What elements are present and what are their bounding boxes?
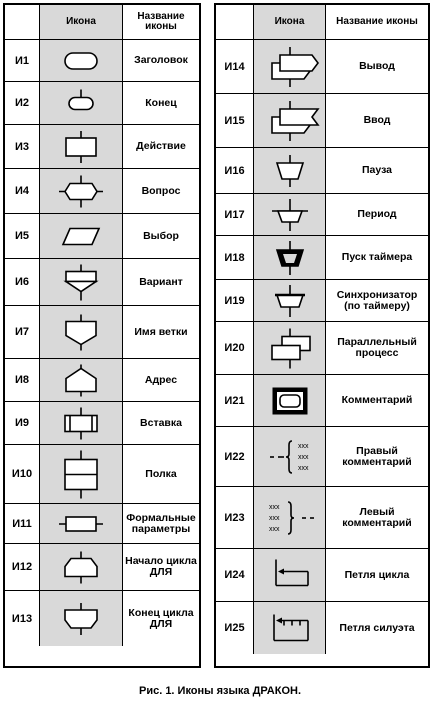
table-row [216,321,428,374]
icon-id: И8 [14,374,30,386]
comment-icon [260,377,320,425]
icon-cell [253,375,326,426]
table-row [5,258,199,305]
icon-cell [39,306,123,358]
right-icon-table [214,3,430,668]
header-name-cell [123,5,199,39]
icon-cell [253,322,326,374]
icon-cell [253,194,326,235]
silhouette-loop-icon [260,604,320,653]
timer-start-icon [260,238,320,278]
icon-cell [253,549,326,601]
icon-name: Ввод [363,114,391,126]
icon-name: Имя ветки [134,325,188,338]
header-icon-cell [39,5,123,39]
icon-name: Полка [145,467,177,480]
table-row [5,213,199,258]
address-icon [51,361,111,400]
icon-id: И18 [224,251,245,264]
table-row [216,193,428,235]
pause-icon [260,150,320,192]
icon-cell [39,125,123,168]
header-id-cell [5,5,39,39]
icon-cell [253,94,326,147]
header-name-label: Название иконы [137,11,185,32]
icon-cell [253,280,326,321]
table-header [216,5,428,39]
header-icon-label: Икона [66,16,96,27]
table-row [216,426,428,486]
table-row [5,81,199,124]
table-row [216,235,428,279]
table-row [5,305,199,358]
left-icon-table [3,3,201,668]
table-row [5,543,199,590]
icon-id: И3 [14,140,30,153]
table-row [216,39,428,93]
table-row [216,486,428,548]
header-icon-cell [253,5,326,39]
icon-cell [39,445,123,503]
icon-cell [253,427,326,486]
table-row [5,39,199,81]
table-row [5,168,199,213]
icon-id: И1 [14,54,30,67]
choice-icon [51,216,111,257]
icon-id: И7 [14,326,30,338]
icon-id: И4 [14,185,30,197]
icon-id: И10 [11,468,33,480]
header-icon-label: Икона [274,16,305,27]
table-row [216,374,428,426]
icon-cell [253,487,326,548]
icon-id: И14 [224,60,245,73]
icon-name: Заголовок [134,54,188,66]
icon-cell [39,544,123,590]
icon-id: И11 [12,517,32,530]
table-row [5,444,199,503]
question-icon [51,171,111,212]
icon-id: И20 [224,342,245,354]
table-row [5,124,199,168]
for-loop-start-icon [51,546,111,589]
icon-name: Параллельный процесс [337,336,417,359]
icon-name: Начало цикла ДЛЯ [125,555,197,578]
icon-name: Синхронизатор (по таймеру) [336,288,418,312]
end-terminator-icon [51,84,111,123]
table-row [5,503,199,543]
icon-cell [39,40,123,81]
table-row [216,147,428,193]
icon-name: Петля цикла [344,568,410,581]
icon-cell [39,359,123,401]
icon-id: И17 [224,208,245,221]
icon-name: Конец цикла ДЛЯ [128,606,194,630]
header-id-cell [216,5,253,39]
for-loop-end-icon [51,593,111,645]
insert-icon [51,404,111,443]
icon-cell [39,214,123,258]
icon-cell [253,602,326,654]
icon-name: Действие [136,140,186,152]
icon-cell [253,40,326,93]
svg-text:ххх: ххх [297,453,308,461]
icon-name: Выбор [143,229,179,242]
left-comment-icon [260,489,320,547]
icon-name: Комментарий [341,394,413,406]
table-row [5,358,199,401]
header-name-cell [326,5,428,39]
branch-name-icon [51,308,111,357]
icon-name: Формальные параметры [126,511,196,535]
svg-text:ххх: ххх [297,464,308,472]
table-row [216,548,428,601]
svg-text:ххх: ххх [268,525,279,533]
svg-text:ххх: ххх [297,442,308,450]
icon-id: И16 [224,164,245,177]
icon-id: И5 [14,230,30,242]
input-icon [260,96,320,146]
svg-text:ххх: ххх [268,503,279,511]
icon-id: И2 [14,97,30,109]
icon-name: Период [357,208,397,220]
header-name-label: Название иконы [336,16,418,27]
terminator-icon [51,42,111,80]
table-header [5,5,199,39]
icon-name: Пауза [361,164,392,176]
icon-name: Петля силуэта [339,621,415,634]
icon-id: И23 [224,511,245,524]
svg-text:ххх: ххх [268,514,279,522]
icon-id: И25 [224,622,245,634]
synchronizer-icon [260,282,320,320]
icon-id: И22 [224,450,245,463]
icon-name: Правый комментарий [342,444,412,468]
icon-name: Адрес [144,373,178,386]
icon-cell [39,402,123,444]
icon-name: Вариант [139,275,183,288]
icon-cell [253,148,326,193]
icon-id: И6 [14,276,30,288]
icon-cell [39,169,123,213]
shelf-icon [51,447,111,502]
table-row [5,590,199,646]
formal-parameters-icon [51,506,111,542]
icon-id: И15 [224,114,245,127]
icon-cell [39,591,123,646]
right-comment-icon [260,429,320,485]
variant-icon [51,261,111,304]
icon-name: Конец [145,96,177,109]
icon-name: Вывод [359,60,395,72]
icon-id: И24 [224,569,245,581]
icon-id: И12 [11,561,33,573]
icon-id: И13 [11,612,33,625]
icon-name: Левый комментарий [342,505,412,529]
icon-cell [39,82,123,124]
table-row [216,279,428,321]
figure-caption: Рис. 1. Иконы языка ДРАКОН. [138,685,302,697]
action-icon [51,127,111,167]
icon-id: И9 [14,417,30,429]
icon-cell [39,504,123,543]
icon-name: Пуск таймера [341,251,413,263]
icon-id: И19 [224,294,245,307]
icon-name: Вставка [140,416,182,429]
icon-cell [253,236,326,279]
table-row [216,93,428,147]
output-icon [260,42,320,92]
table-row [216,601,428,654]
parallel-process-icon [260,324,320,373]
loop-icon [260,551,320,600]
period-icon [260,196,320,234]
icon-cell [39,259,123,305]
table-row [5,401,199,444]
icon-name: Вопрос [141,184,181,197]
icon-id: И21 [224,394,245,407]
